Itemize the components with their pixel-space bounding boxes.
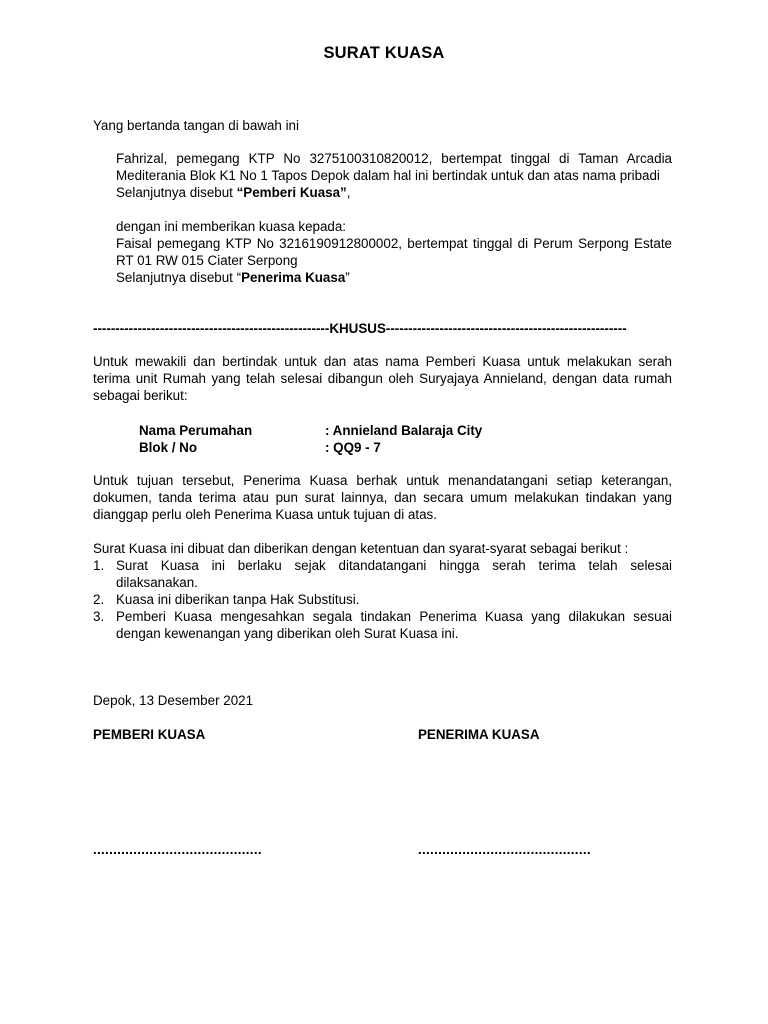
grantee-intro: dengan ini memberikan kuasa kepada: xyxy=(116,219,347,234)
list-item-line-1: Pemberi Kuasa mengesahkan segala tindakan Penerima Kuasa yang dilakukan sesuai xyxy=(116,609,672,624)
list-item xyxy=(93,608,672,642)
place-date: Depok, 13 Desember 2021 xyxy=(93,693,254,708)
list-item-number: 3. xyxy=(93,609,105,624)
grantor-signature-label: PEMBERI KUASA xyxy=(93,727,206,742)
house-name-label: Nama Perumahan xyxy=(139,423,253,438)
list-item-number: 1. xyxy=(93,558,105,573)
rights-line-3: dianggap perlu oleh Penerima Kuasa untuk tujuan di atas. xyxy=(93,507,437,522)
list-item-line-2: dilaksanakan. xyxy=(116,575,198,590)
purpose-paragraph xyxy=(93,353,672,404)
rights-paragraph xyxy=(93,472,672,523)
purpose-line-2: terima unit Rumah yang telah selesai dibangun oleh Suryajaya Annieland, dengan data rumah xyxy=(93,371,672,386)
grantee-line-1: Faisal pemegang KTP No 3216190912800002, bertempat tinggal di Perum Serpong Estate xyxy=(116,236,672,251)
house-block-label: Blok / No xyxy=(139,440,198,455)
list-item xyxy=(93,557,672,591)
grantor-block xyxy=(116,150,672,201)
grantor-signature-line: .......................................... xyxy=(93,842,262,857)
house-name-value: : Annieland Balaraja City xyxy=(325,423,483,438)
list-item xyxy=(93,591,672,608)
rights-line-1: Untuk tujuan tersebut, Penerima Kuasa berhak untuk menandatangani setiap keterangan, xyxy=(93,473,672,488)
grantee-signature-line: ........................................... xyxy=(418,842,591,857)
grantor-ref-suffix: , xyxy=(346,185,351,200)
rights-line-2: dokumen, tanda terima atau pun surat lainnya, dan secara umum melakukan tindakan yang xyxy=(93,490,672,505)
grantee-ref-suffix: ” xyxy=(345,270,350,285)
grantee-block xyxy=(116,218,672,286)
list-item-number: 2. xyxy=(93,592,105,607)
list-item-line-2: dengan kewenangan yang diberikan oleh Surat Kuasa ini. xyxy=(116,626,459,641)
grantee-ref-prefix: Selanjutnya disebut “ xyxy=(116,270,242,285)
terms-intro: Surat Kuasa ini dibuat dan diberikan dengan ketentuan dan syarat-syarat sebagai berikut : xyxy=(93,541,629,556)
khusus-divider: -----------------------------------------------------KHUSUS------------------------------------------------------ xyxy=(93,321,627,336)
list-item-line-1: Kuasa ini diberikan tanpa Hak Substitusi. xyxy=(116,592,360,607)
grantee-ref-name: Penerima Kuasa xyxy=(241,270,346,285)
purpose-line-3: sebagai berikut: xyxy=(93,388,188,403)
list-item-line-1: Surat Kuasa ini berlaku sejak ditandatangani hingga serah terima telah selesai xyxy=(116,558,672,573)
grantor-ref-name: “Pemberi Kuasa” xyxy=(236,185,347,200)
intro-text: Yang bertanda tangan di bawah ini xyxy=(93,118,299,133)
document-title: SURAT KUASA xyxy=(323,44,445,62)
grantee-line-2: RT 01 RW 015 Ciater Serpong xyxy=(116,253,298,268)
grantee-reference xyxy=(116,269,672,286)
grantee-signature-label: PENERIMA KUASA xyxy=(418,727,540,742)
grantor-ref-prefix: Selanjutnya disebut xyxy=(116,185,237,200)
grantor-line-2: Mediterania Blok K1 No 1 Tapos Depok dalam hal ini bertindak untuk dan atas nama pribadi xyxy=(116,168,660,183)
terms-list xyxy=(93,557,672,642)
grantor-reference xyxy=(116,184,672,201)
house-block-value: : QQ9 - 7 xyxy=(325,440,381,455)
purpose-line-1: Untuk mewakili dan bertindak untuk dan atas nama Pemberi Kuasa untuk melakukan serah xyxy=(93,354,672,369)
grantor-line-1: Fahrizal, pemegang KTP No 3275100310820012, bertempat tinggal di Taman Arcadia xyxy=(116,151,672,166)
